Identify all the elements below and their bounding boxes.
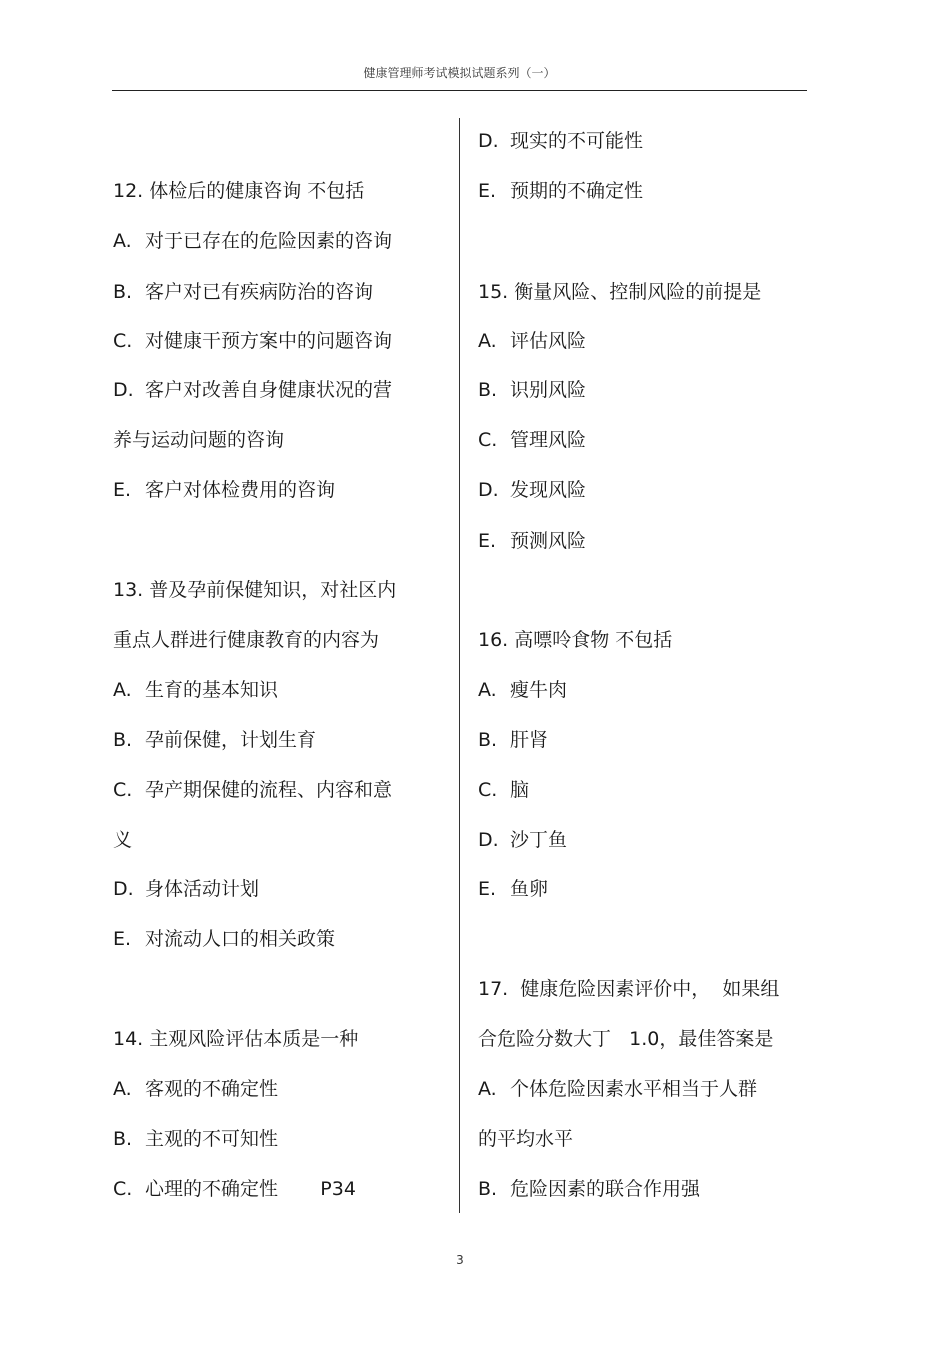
question-17-option-continued: 的平均水平	[478, 1128, 574, 1150]
question-12-stem: 12. 体检后的健康咨询 不包括	[113, 180, 365, 202]
question-12-option-continued: 养与运动问题的咨询	[113, 429, 285, 451]
question-13-option: C. 孕产期保健的流程、内容和意	[113, 779, 393, 801]
question-15-option: A. 评估风险	[478, 330, 587, 352]
question-13-option: E. 对流动人口的相关政策	[113, 928, 336, 950]
question-14-option: E. 预期的不确定性	[478, 180, 644, 202]
question-16-option: A. 瘦牛肉	[478, 679, 568, 701]
question-17-option: B. 危险因素的联合作用强	[478, 1178, 701, 1200]
question-14-option: D. 现实的不可能性	[478, 130, 644, 152]
question-14-option: B. 主观的不可知性	[113, 1128, 279, 1150]
question-15-option: D. 发现风险	[478, 479, 587, 501]
question-12-option: C. 对健康干预方案中的问题咨询	[113, 330, 393, 352]
question-17-stem: 17. 健康危险因素评价中， 如果组	[478, 978, 780, 1000]
question-14-option: C. 心理的不确定性 P34	[113, 1178, 356, 1200]
page-number: 3	[456, 1253, 464, 1267]
question-13-stem: 13. 普及孕前保健知识，对社区内	[113, 579, 397, 601]
question-17-option: A. 个体危险因素水平相当于人群	[478, 1078, 758, 1100]
question-16-option: D. 沙丁鱼	[478, 829, 568, 851]
question-13-option: D. 身体活动计划	[113, 878, 260, 900]
question-13-option: B. 孕前保健，计划生育	[113, 729, 317, 751]
question-12-option: B. 客户对已有疾病防治的咨询	[113, 281, 374, 303]
question-17-stem-continued: 合危险分数大丁 1.0，最佳答案是	[478, 1028, 774, 1050]
question-16-option: C. 脑	[478, 779, 530, 801]
question-16-option: B. 肝肾	[478, 729, 549, 751]
question-16-stem: 16. 高嘌呤食物 不包括	[478, 629, 673, 651]
question-12-option: A. 对于已存在的危险因素的咨询	[113, 230, 393, 252]
question-15-option: B. 识别风险	[478, 379, 587, 401]
question-15-option: C. 管理风险	[478, 429, 587, 451]
question-16-option: E. 鱼卵	[478, 878, 549, 900]
column-divider	[459, 118, 460, 1213]
page-header-title: 健康管理师考试模拟试题系列（一）	[363, 66, 556, 80]
question-13-option-continued: 义	[113, 829, 133, 851]
question-15-stem: 15. 衡量风险、控制风险的前提是	[478, 281, 762, 303]
question-15-option: E. 预测风险	[478, 530, 587, 552]
question-13-stem-continued: 重点人群进行健康教育的内容为	[113, 629, 380, 651]
question-13-option: A. 生育的基本知识	[113, 679, 279, 701]
question-14-option: A. 客观的不确定性	[113, 1078, 279, 1100]
question-12-option: E. 客户对体检费用的咨询	[113, 479, 336, 501]
question-12-option: D. 客户对改善自身健康状况的营	[113, 379, 393, 401]
header-rule	[112, 90, 807, 91]
question-14-stem: 14. 主观风险评估本质是一种	[113, 1028, 359, 1050]
